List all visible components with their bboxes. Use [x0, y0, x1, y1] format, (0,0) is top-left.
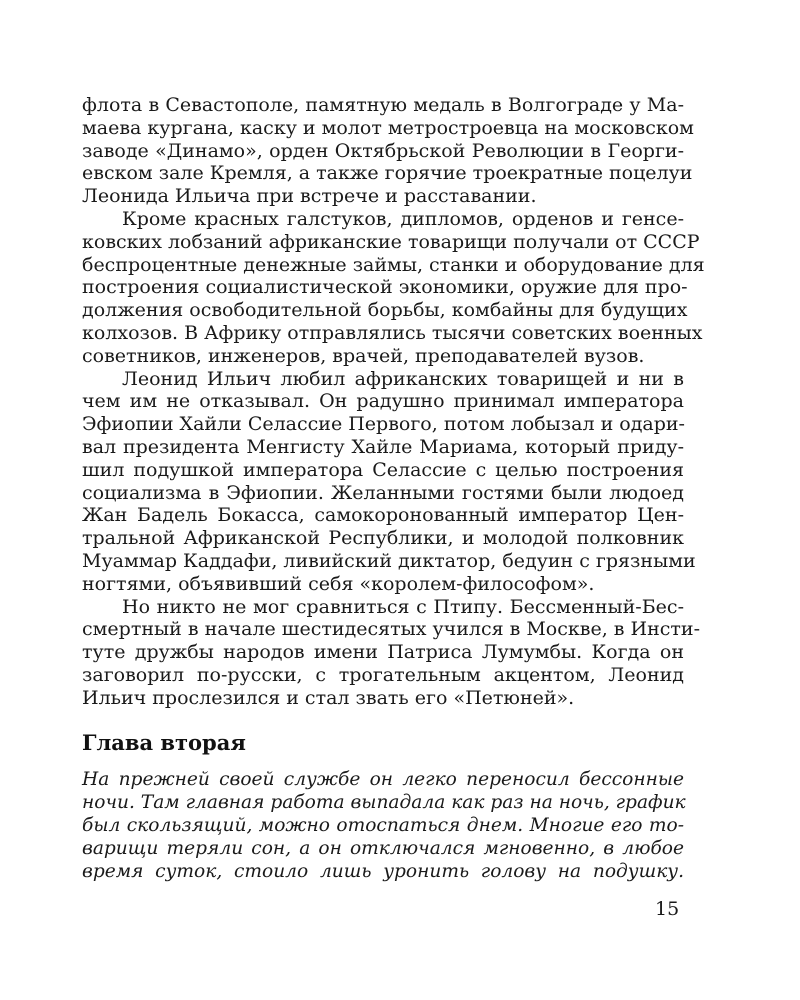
text-line: заводе «Динамо», орден Октябрьской Революции в Георги- — [82, 139, 684, 162]
chapter-epigraph — [82, 768, 684, 883]
text-line: смертный в начале шестидесятых учился в Москве, в Инсти- — [82, 618, 700, 641]
text-line: Кроме красных галстуков, дипломов, орденов и генсе- — [122, 207, 684, 230]
italic-line: время суток, стоило лишь уронить голову на подушку. — [82, 861, 684, 882]
text-line: шил подушкой императора Селассие с целью построения — [82, 458, 684, 481]
text-line: советников, инженеров, врачей, преподавателей вузов. — [82, 344, 645, 367]
text-line: социализма в Эфиопии. Желанными гостями были людоед — [82, 481, 684, 504]
text-line: Муаммар Каддафи, ливийский диктатор, бедуин с грязными — [82, 549, 696, 572]
text-line: ковских лобзаний африканские товарищи получали от СССР — [82, 230, 700, 253]
italic-line: На прежней своей службе он легко переносил бессонные — [82, 769, 684, 790]
text-line: Леонида Ильича при встрече и расставании. — [82, 185, 537, 208]
page-number: 15 — [655, 898, 680, 920]
text-line: должения освободительной борьбы, комбайны для будущих — [82, 299, 688, 322]
text-line: Ильич прослезился и стал звать его «Петюней». — [82, 686, 575, 709]
text-line: Эфиопии Хайли Селассие Первого, потом лобызал и одари- — [82, 413, 685, 436]
text-line: построения социалистической экономики, оружие для про- — [82, 276, 688, 299]
text-line: евском зале Кремля, а также горячие троекратные поцелуи — [82, 162, 693, 185]
italic-line: варищи теряли сон, а он отключался мгновенно, в любое — [82, 838, 684, 859]
text-line: заговорил по-русски, с трогательным акцентом, Леонид — [82, 663, 684, 686]
text-line: вал президента Менгисту Хайле Мариама, который приду- — [82, 435, 684, 458]
text-line: чем им не отказывал. Он радушно принимал императора — [82, 390, 684, 413]
chapter-heading: Глава вторая — [82, 730, 246, 755]
text-line: флота в Севастополе, памятную медаль в Волгограде у Ма- — [82, 94, 684, 116]
text-line: Но никто не мог сравниться с Птипу. Бессменный-Бес- — [122, 595, 684, 618]
text-line: тральной Африканской Республики, и молодой полковник — [82, 527, 684, 550]
text-line: туте дружбы народов имени Патриса Лумумбы. Когда он — [82, 641, 684, 664]
text-line: Жан Бадель Бокасса, самокоронованный император Цен- — [82, 504, 684, 527]
italic-line: был скользящий, можно отоспаться днем. Многие его то- — [82, 815, 684, 836]
text-line: беспроцентные денежные займы, станки и оборудование для — [82, 253, 705, 276]
text-line: Леонид Ильич любил африканских товарищей и ни в — [122, 367, 684, 390]
text-line: колхозов. В Африку отправлялись тысячи советских военных — [82, 321, 703, 344]
text-line: ногтями, объявивший себя «королем-философом». — [82, 572, 595, 595]
text-line: маева кургана, каску и молот метростроевца на московском — [82, 116, 694, 139]
body-text — [82, 94, 705, 710]
italic-line: ночи. Там главная работа выпадала как раз на ночь, график — [82, 792, 686, 813]
